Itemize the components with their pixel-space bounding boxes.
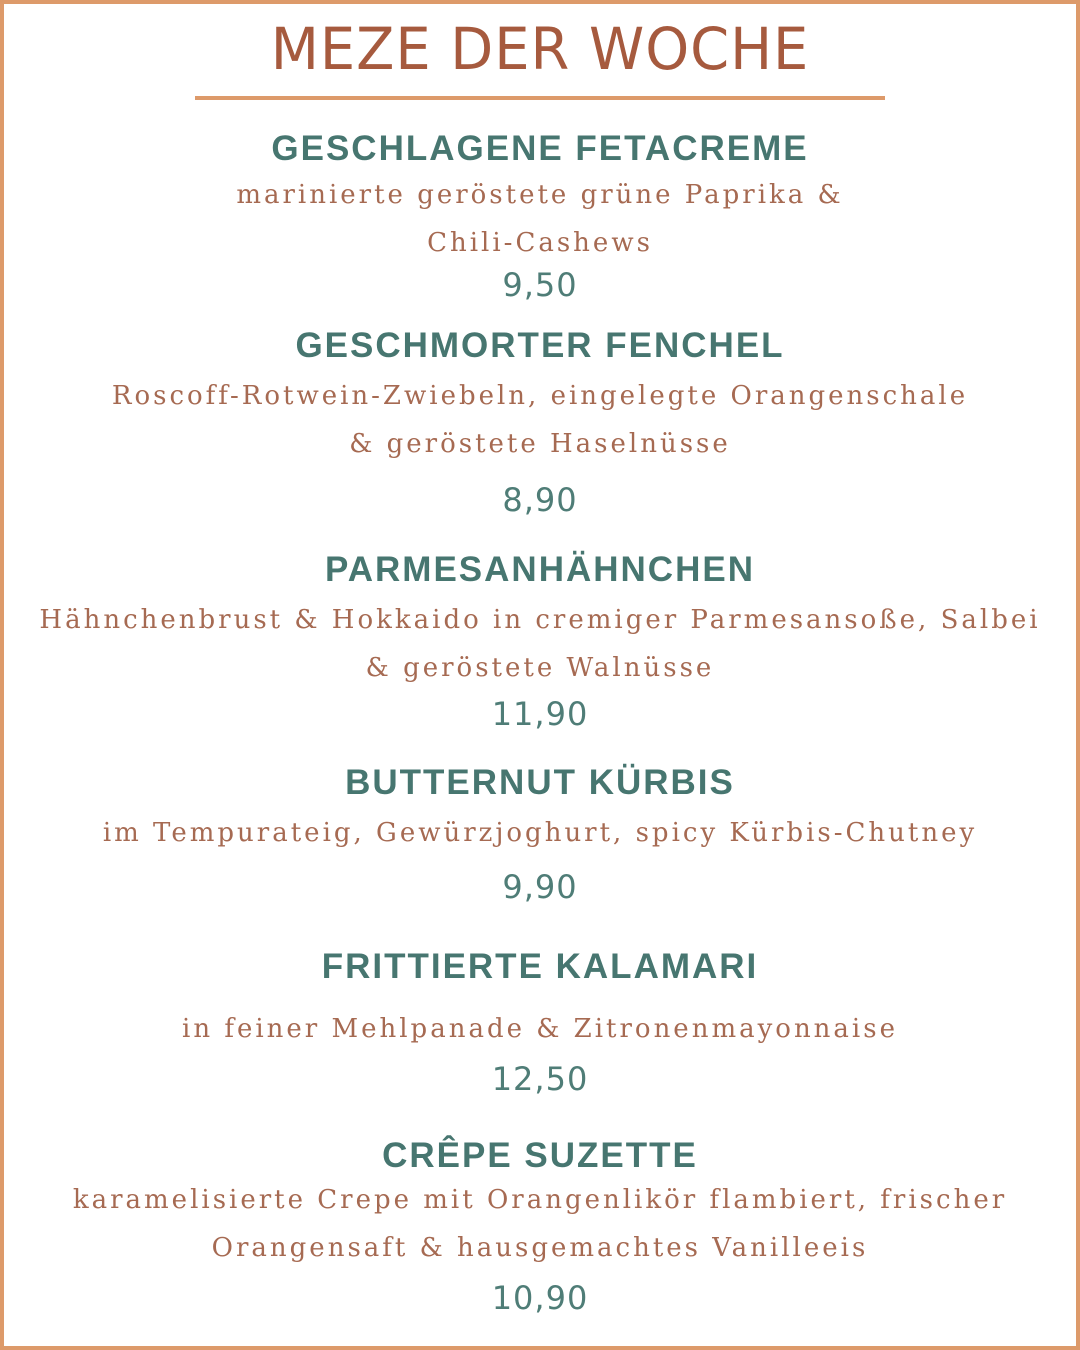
dish-description: karamelisierte Crepe mit Orangenlikör flambiert, frischer (72, 1185, 1008, 1215)
dish-description: Hähnchenbrust & Hokkaido in cremiger Parmesansoße, Salbei (39, 605, 1041, 635)
dish-price: 12,50 (491, 1060, 589, 1098)
dish-price: 11,90 (491, 695, 589, 733)
menu-item-fenchel (20, 326, 1060, 520)
dish-price: 9,50 (502, 266, 578, 304)
dish-description: Orangensaft & hausgemachtes Vanilleeis (211, 1233, 869, 1263)
dish-description: & geröstete Walnüsse (365, 653, 715, 683)
dish-description: in feiner Mehlpanade & Zitronenmayonnaise (182, 1014, 898, 1044)
menu-item-parmesanhaehnchen (20, 550, 1060, 734)
menu-item-kalamari (20, 947, 1060, 1099)
dish-name: CRÊPE SUZETTE (382, 1136, 698, 1175)
menu-item-butternut-kuerbis (20, 763, 1060, 907)
dish-name: BUTTERNUT KÜRBIS (345, 763, 735, 802)
dish-description: & geröstete Haselnüsse (349, 429, 731, 459)
dish-name: GESCHMORTER FENCHEL (295, 326, 785, 365)
dish-description: Roscoff-Rotwein-Zwiebeln, eingelegte Orangenschale (111, 381, 969, 411)
dish-name: PARMESANHÄHNCHEN (325, 550, 755, 589)
title-divider (195, 96, 885, 100)
dish-description: im Tempurateig, Gewürzjoghurt, spicy Kürbis-Chutney (102, 818, 978, 848)
dish-price: 8,90 (502, 481, 578, 519)
dish-description: marinierte geröstete grüne Paprika & (236, 180, 844, 210)
dish-price: 9,90 (502, 868, 578, 906)
menu-item-crepe-suzette (20, 1136, 1060, 1318)
dish-price: 10,90 (491, 1279, 589, 1317)
dish-name: GESCHLAGENE FETACREME (271, 129, 809, 168)
dish-name: FRITTIERTE KALAMARI (321, 947, 759, 986)
menu-item-fetacreme (20, 129, 1060, 305)
menu-title: MEZE DER WOCHE (270, 15, 810, 83)
dish-description: Chili-Cashews (427, 228, 653, 258)
